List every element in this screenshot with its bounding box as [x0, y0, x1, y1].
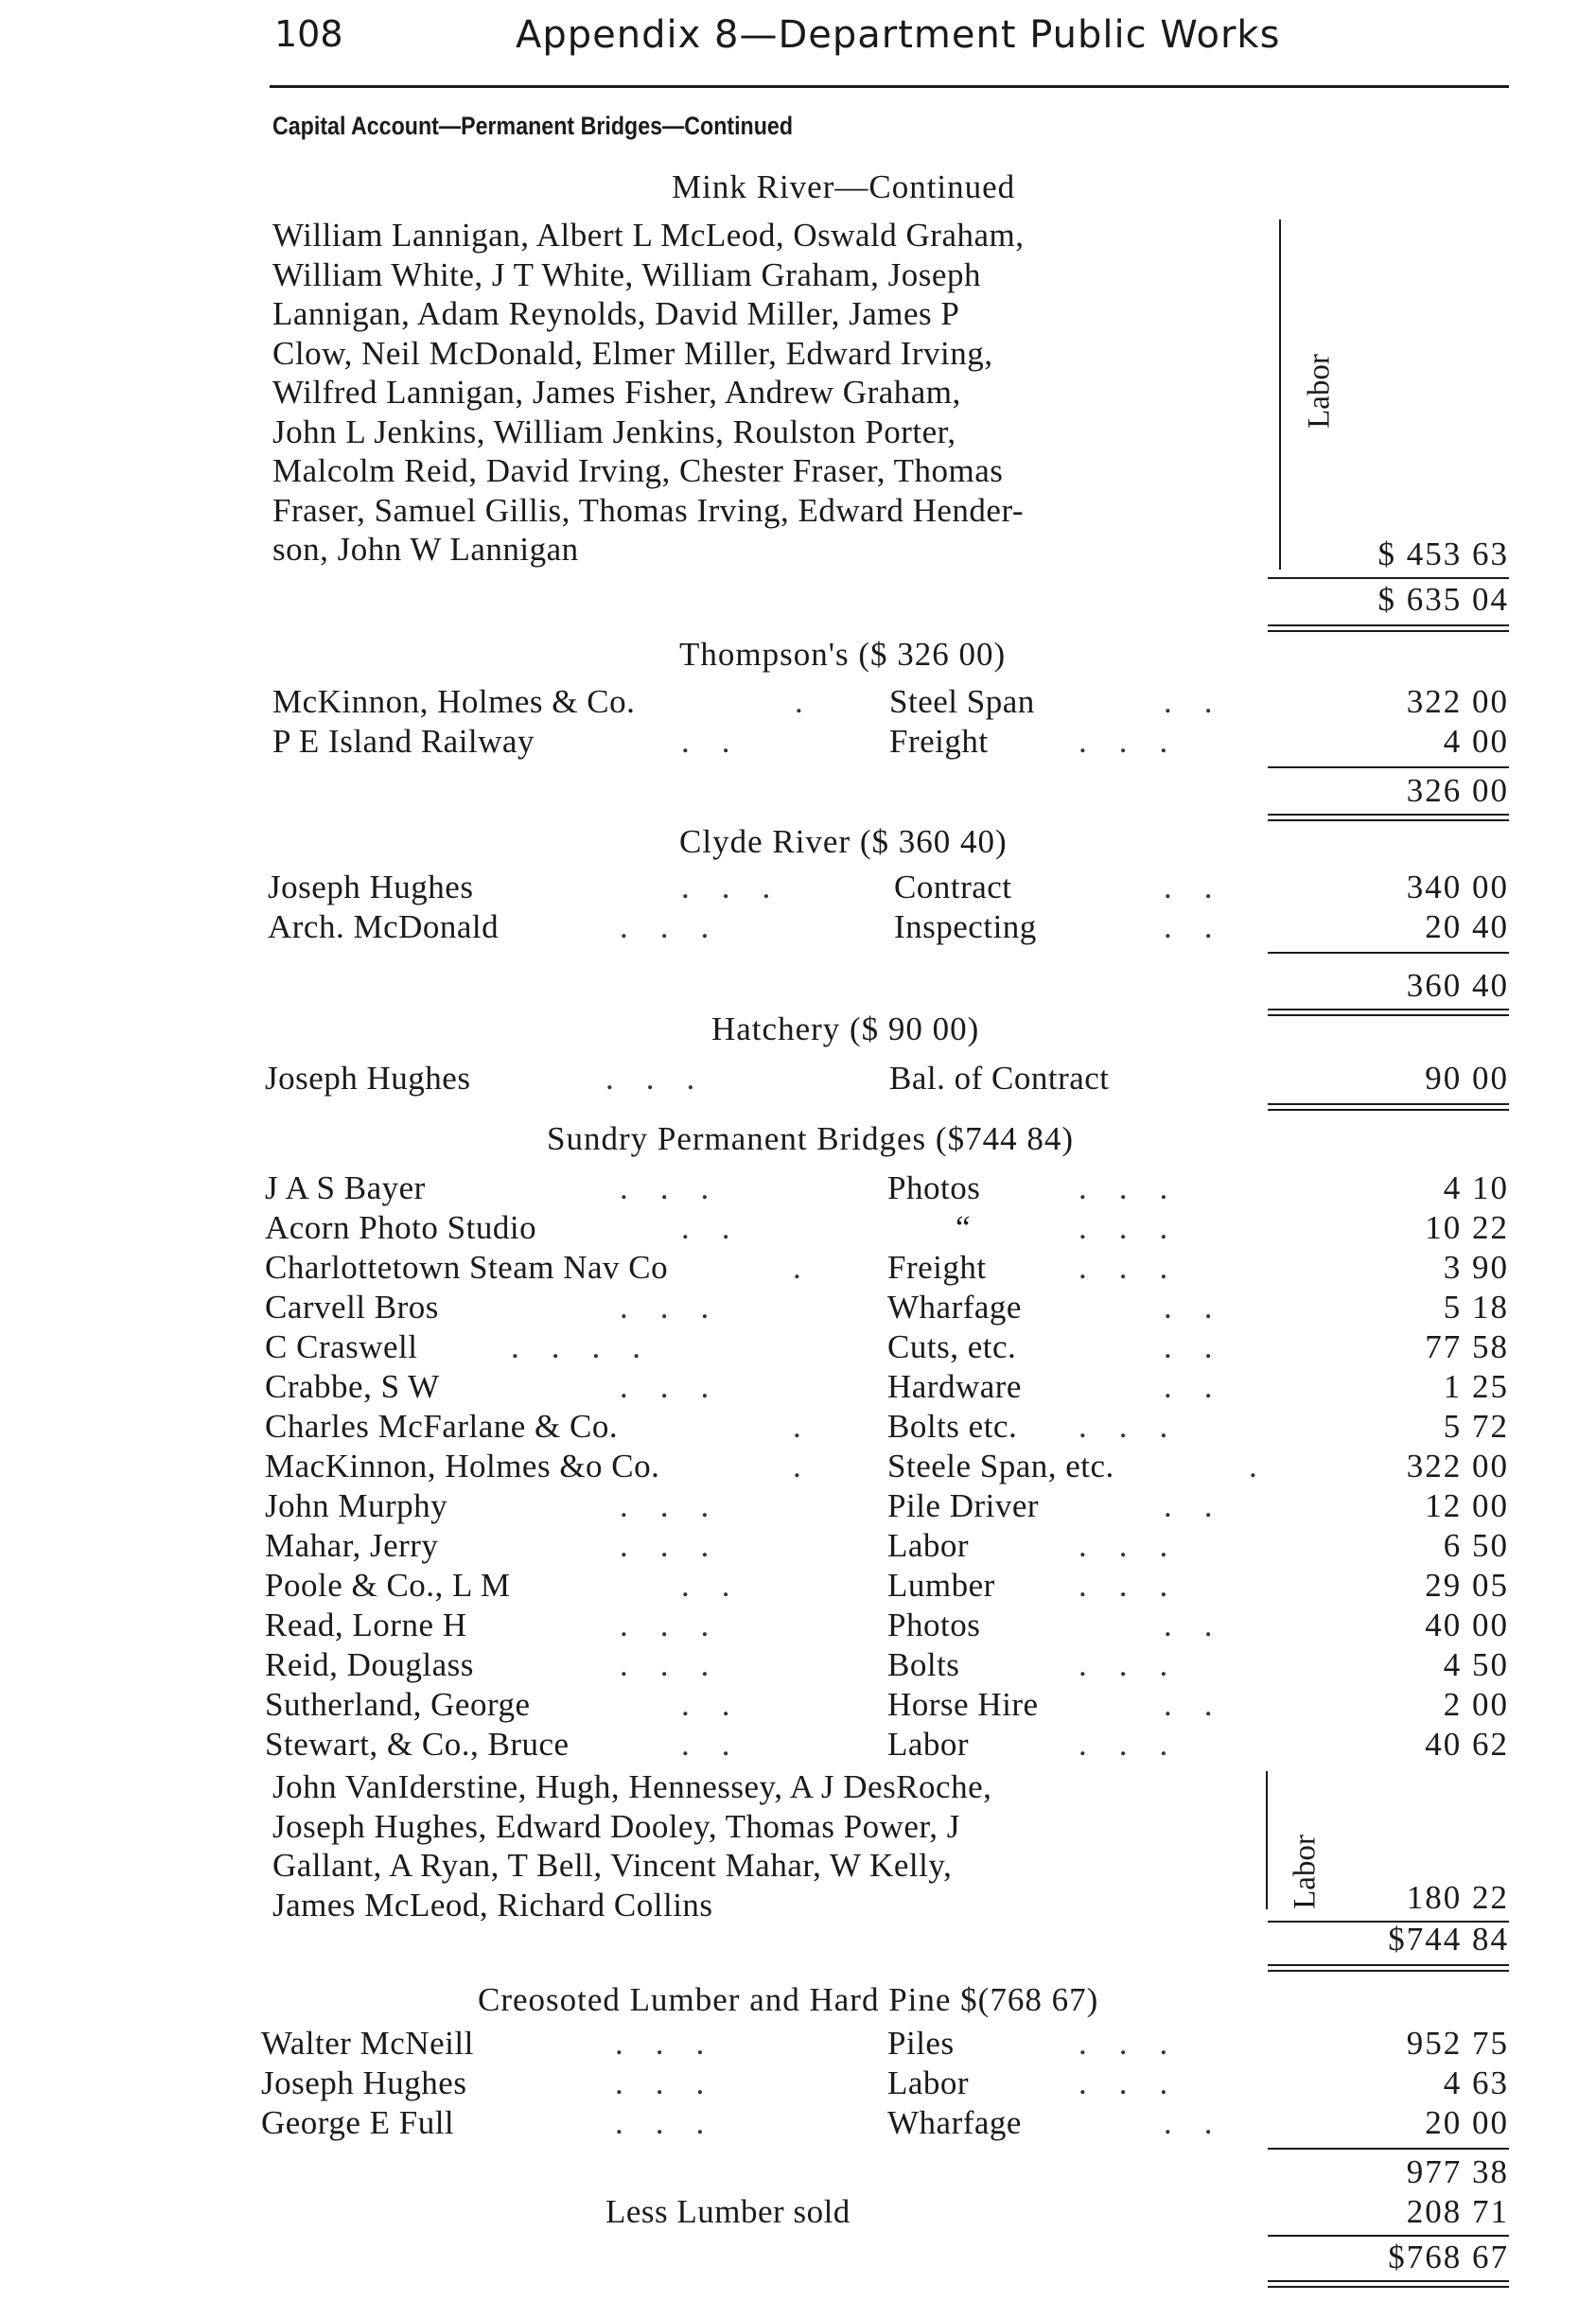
sundry-amount: 1 25	[1443, 1368, 1509, 1405]
leader-dots: ...	[1079, 1527, 1201, 1564]
leader-dots: ..	[681, 1567, 763, 1604]
clyde-amount-1: 340 00	[1406, 869, 1509, 905]
leader-dots: ..	[1164, 1328, 1245, 1365]
leader-dots: ..	[1164, 683, 1245, 720]
sundry-name: MacKinnon, Holmes &o Co.	[265, 1448, 660, 1484]
hatchery-amount-1: 90 00	[1425, 1060, 1509, 1097]
sundry-labor-names	[272, 1767, 1266, 1924]
mink-line-5: Wilfred Lannigan, James Fisher, Andrew Graham,	[272, 374, 961, 411]
leader-dots: ...	[620, 1487, 742, 1524]
leader-dots: ...	[1079, 2025, 1201, 2062]
sundry-item: Wharfage	[887, 1289, 1022, 1326]
leader-dots: ...	[620, 1646, 742, 1683]
thompson-name-1: McKinnon, Holmes & Co.	[272, 683, 636, 720]
sundry-labor-line-1: John VanIderstine, Hugh, Hennessey, A J DesRoche,	[272, 1768, 992, 1805]
creosoted-subtotal: 977 38	[1406, 2153, 1509, 2190]
clyde-total: 360 40	[1406, 967, 1509, 1004]
leader-dots: ...	[615, 2064, 737, 2101]
less-lumber-label: Less Lumber sold	[605, 2193, 851, 2230]
sundry-labor-line-3: Gallant, A Ryan, T Bell, Vincent Mahar, W Kelly,	[272, 1847, 953, 1884]
sundry-bracket	[1264, 1771, 1268, 1909]
leader-dots: ..	[681, 1686, 763, 1723]
sundry-item: “	[956, 1209, 972, 1246]
mink-bracket	[1277, 220, 1281, 570]
leader-dots: ...	[620, 1289, 742, 1326]
sundry-name: Charles McFarlane & Co.	[265, 1408, 619, 1445]
thompson-item-1: Steel Span	[889, 683, 1035, 720]
mink-line-1: William Lannigan, Albert L McLeod, Oswald Graham,	[272, 217, 1025, 254]
sundry-amount: 40 62	[1425, 1726, 1509, 1763]
thompson-amount-1: 322 00	[1406, 683, 1509, 720]
hatchery-name-1: Joseph Hughes	[265, 1060, 471, 1097]
sundry-name: Acorn Photo Studio	[265, 1209, 537, 1246]
creosoted-total: $768 67	[1388, 2239, 1509, 2275]
leader-dots: ....	[511, 1328, 673, 1365]
leader-dots: ...	[1079, 1726, 1201, 1763]
mink-river-title: Mink River—Continued	[672, 168, 1016, 205]
leader-dots: ...	[681, 869, 803, 905]
sundry-amount: 3 90	[1443, 1249, 1509, 1286]
sundry-total: $744 84	[1388, 1921, 1509, 1958]
sundry-name: Read, Lorne H	[265, 1607, 467, 1643]
sundry-labor-amount: 180 22	[1406, 1879, 1509, 1916]
clyde-item-1: Contract	[894, 869, 1012, 905]
sundry-amount: 4 10	[1443, 1169, 1509, 1206]
leader-dots: ...	[1079, 723, 1201, 760]
sundry-item: Labor	[887, 1527, 970, 1564]
clyde-amount-2: 20 40	[1425, 908, 1509, 945]
creosoted-item-3: Wharfage	[887, 2104, 1022, 2141]
creosoted-title: Creosoted Lumber and Hard Pine $(768 67)	[478, 1981, 1099, 2018]
sundry-amount: 5 72	[1443, 1408, 1509, 1445]
leader-dots: ..	[1164, 908, 1245, 945]
clyde-name-2: Arch. McDonald	[268, 908, 500, 945]
creosoted-rule	[1268, 2148, 1509, 2150]
creosoted-name-2: Joseph Hughes	[261, 2064, 467, 2101]
sundry-amount: 29 05	[1425, 1567, 1509, 1604]
creosoted-amount-3: 20 00	[1425, 2104, 1509, 2141]
sundry-amount: 4 50	[1443, 1646, 1509, 1683]
sundry-item: Lumber	[887, 1567, 995, 1604]
leader-dots: ...	[1079, 1209, 1201, 1246]
page-title: Appendix 8—Department Public Works	[516, 13, 1281, 57]
sundry-item: Labor	[887, 1726, 970, 1763]
leader-dots: .	[795, 683, 835, 720]
clyde-title: Clyde River ($ 360 40)	[679, 823, 1008, 860]
leader-dots: ...	[1079, 1567, 1201, 1604]
mink-labor-label: Labor	[1302, 354, 1337, 429]
sundry-item: Photos	[887, 1607, 981, 1643]
sundry-labor-line-2: Joseph Hughes, Edward Dooley, Thomas Power, J	[272, 1807, 960, 1845]
thompson-title: Thompson's ($ 326 00)	[679, 636, 1007, 673]
sundry-name: Carvell Bros	[265, 1289, 439, 1326]
sundry-labor-line-4: James McLeod, Richard Collins	[272, 1886, 713, 1923]
sundry-name: J A S Bayer	[265, 1169, 426, 1206]
leader-dots: ..	[1164, 1289, 1245, 1326]
sundry-amount: 10 22	[1425, 1209, 1509, 1246]
clyde-name-1: Joseph Hughes	[268, 869, 474, 905]
leader-dots: .	[1249, 1448, 1289, 1484]
leader-dots: ...	[620, 1368, 742, 1405]
sundry-item: Freight	[887, 1249, 987, 1286]
sundry-name: Reid, Douglass	[265, 1646, 474, 1683]
leader-dots: ..	[1164, 869, 1245, 905]
leader-dots: ...	[615, 2025, 737, 2062]
header-rule	[270, 85, 1509, 88]
sundry-item: Steele Span, etc.	[887, 1448, 1114, 1484]
thompson-item-2: Freight	[889, 723, 989, 760]
creosoted-amount-2: 4 63	[1443, 2064, 1509, 2101]
mink-line-8: Fraser, Samuel Gillis, Thomas Irving, Edward Hender-	[272, 491, 1025, 529]
thompson-total: 326 00	[1406, 772, 1509, 809]
leader-dots: ...	[1079, 1408, 1201, 1445]
thompson-rule	[1268, 766, 1509, 768]
creosoted-double-rule	[1268, 2280, 1509, 2288]
sundry-amount: 2 00	[1443, 1686, 1509, 1723]
creosoted-name-1: Walter McNeill	[261, 2025, 474, 2062]
leader-dots: ...	[620, 1527, 742, 1564]
sundry-item: Bolts etc.	[887, 1408, 1018, 1445]
leader-dots: ..	[681, 1209, 763, 1246]
thompson-amount-2: 4 00	[1443, 723, 1509, 760]
sundry-name: C Craswell	[265, 1328, 418, 1365]
hatchery-item-1: Bal. of Contract	[889, 1060, 1110, 1097]
mink-line-3: Lannigan, Adam Reynolds, David Miller, James P	[272, 295, 960, 332]
sundry-amount: 12 00	[1425, 1487, 1509, 1524]
sundry-name: Crabbe, S W	[265, 1368, 440, 1405]
sundry-item: Hardware	[887, 1368, 1022, 1405]
sundry-amount: 6 50	[1443, 1527, 1509, 1564]
creosoted-rule-2	[1268, 2235, 1509, 2237]
clyde-rule	[1268, 952, 1509, 954]
creosoted-item-2: Labor	[887, 2064, 970, 2101]
sundry-item: Pile Driver	[887, 1487, 1040, 1524]
sundry-name: Mahar, Jerry	[265, 1527, 439, 1564]
leader-dots: ...	[1079, 2064, 1201, 2101]
creosoted-name-3: George E Full	[261, 2104, 455, 2141]
leader-dots: ..	[1164, 1368, 1245, 1405]
leader-dots: ...	[615, 2104, 737, 2141]
section-subtitle: Capital Account—Permanent Bridges—Continued	[272, 112, 794, 140]
thompson-double-rule	[1268, 814, 1509, 821]
leader-dots: .	[793, 1408, 833, 1445]
creosoted-item-1: Piles	[887, 2025, 955, 2062]
mink-labor-amount: $ 453 63	[1377, 536, 1509, 572]
sundry-item: Bolts	[887, 1646, 960, 1683]
sundry-labor-label: Labor	[1288, 1835, 1323, 1909]
thompson-name-2: P E Island Railway	[272, 723, 535, 760]
mink-line-9: son, John W Lannigan	[272, 531, 579, 568]
leader-dots: ..	[681, 723, 763, 760]
sundry-amount: 322 00	[1406, 1448, 1509, 1484]
mink-rule	[1268, 577, 1509, 579]
leader-dots: ..	[1164, 2104, 1245, 2141]
sundry-name: John Murphy	[265, 1487, 448, 1524]
leader-dots: .	[793, 1448, 833, 1484]
sundry-amount: 5 18	[1443, 1289, 1509, 1326]
mink-double-rule	[1268, 624, 1509, 632]
page-number: 108	[274, 13, 343, 55]
sundry-double-rule	[1268, 1964, 1509, 1972]
leader-dots: ...	[605, 1060, 728, 1097]
leader-dots: ...	[620, 908, 742, 945]
sundry-amount: 40 00	[1425, 1607, 1509, 1643]
mink-line-4: Clow, Neil McDonald, Elmer Miller, Edward Irving,	[272, 334, 993, 372]
sundry-name: Sutherland, George	[265, 1686, 531, 1723]
sundry-name: Stewart, & Co., Bruce	[265, 1726, 570, 1763]
clyde-item-2: Inspecting	[894, 908, 1037, 945]
less-lumber-amount: 208 71	[1406, 2193, 1509, 2230]
leader-dots: ...	[620, 1169, 742, 1206]
mink-total: $ 635 04	[1377, 581, 1509, 618]
leader-dots: ...	[620, 1607, 742, 1643]
clyde-double-rule	[1268, 1009, 1509, 1016]
hatchery-title: Hatchery ($ 90 00)	[711, 1010, 980, 1047]
mink-line-2: William White, J T White, William Graham, Joseph	[272, 255, 981, 293]
creosoted-amount-1: 952 75	[1406, 2025, 1509, 2062]
leader-dots: ...	[1079, 1249, 1201, 1286]
leader-dots: ..	[1164, 1607, 1245, 1643]
sundry-item: Photos	[887, 1169, 981, 1206]
sundry-item: Cuts, etc.	[887, 1328, 1017, 1365]
leader-dots: ..	[1164, 1487, 1245, 1524]
leader-dots: ..	[1164, 1686, 1245, 1723]
sundry-amount: 77 58	[1425, 1328, 1509, 1365]
leader-dots: ..	[681, 1726, 763, 1763]
sundry-name: Poole & Co., L M	[265, 1567, 511, 1604]
leader-dots: ...	[1079, 1169, 1201, 1206]
sundry-item: Horse Hire	[887, 1686, 1039, 1723]
hatchery-double-rule	[1268, 1103, 1509, 1111]
leader-dots: ...	[1079, 1646, 1201, 1683]
mink-labor-names	[272, 216, 1275, 570]
sundry-name: Charlottetown Steam Nav Co	[265, 1249, 669, 1286]
leader-dots: .	[793, 1249, 833, 1286]
sundry-title: Sundry Permanent Bridges ($744 84)	[547, 1120, 1074, 1157]
mink-line-6: John L Jenkins, William Jenkins, Roulston Porter,	[272, 413, 956, 450]
mink-line-7: Malcolm Reid, David Irving, Chester Fraser, Thomas	[272, 452, 1004, 489]
